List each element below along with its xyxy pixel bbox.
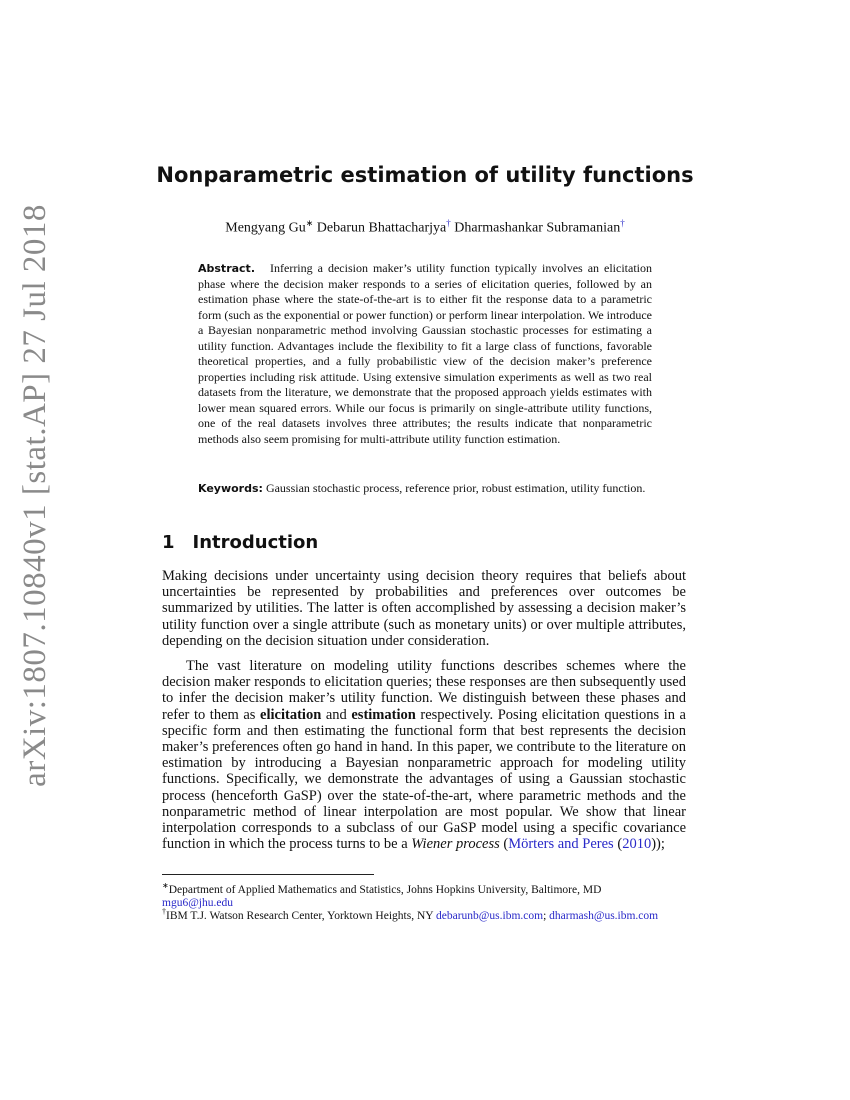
- footnote-separator: ;: [543, 909, 547, 922]
- footnote-2: [162, 905, 686, 923]
- author-footnote-mark[interactable]: †: [446, 218, 451, 228]
- abstract-text: Inferring a decision maker’s utility function typically involves an elicitation phase where the decision maker responds to a series of elicitation queries, followed by an estimation phase where the state-of-the-art is to either fit the response data to a parametric form (such as the exponential or power function) or perform linear interpolation. We introduce a Bayesian nonparametric method involving Gaussian stochastic processes for estimating a utility function. Advantages include the flexibility to fit a large class of functions, favorable theoretical properties, and a fully probabilistic view of the decision maker’s preference properties including risk attitude. Using extensive simulation experiments as well as two real datasets from the literature, we demonstrate that the proposed approach yields estimates with lower mean squared errors. While our focus is primarily on single-attribute utility functions, one of the real datasets involves three attributes; the results indicate that nonparametric methods also seem promising for multi-attribute utility function estimation.: [198, 261, 653, 446]
- footnote-mark: ∗: [162, 881, 169, 890]
- section-title: Introduction: [192, 532, 319, 553]
- email-link[interactable]: mgu6@jhu.edu: [162, 897, 233, 910]
- intro-paragraph-2: [162, 658, 686, 852]
- author-footnote-mark[interactable]: †: [620, 218, 625, 228]
- author-name: Mengyang Gu: [225, 220, 306, 236]
- keywords: [198, 481, 652, 497]
- citation-year-link[interactable]: 2010: [622, 836, 652, 853]
- term-estimation: estimation: [351, 706, 416, 723]
- paper-title: Nonparametric estimation of utility functions: [156, 163, 694, 187]
- term-elicitation: elicitation: [260, 706, 322, 723]
- paragraph-text: ));: [651, 836, 665, 853]
- citation-link[interactable]: Mörters and Peres: [508, 836, 614, 853]
- author-list: [0, 218, 850, 237]
- paragraph-text: The vast literature on modeling utility functions describes schemes where the decision maker responds to elicitation queries; these responses are then subsequently used to infer the decision maker’s utility function. We distinguish between these phases and refer to them as: [162, 658, 686, 723]
- paragraph-text: (: [499, 836, 509, 853]
- section-number: 1: [162, 532, 175, 553]
- arxiv-sidebar: [0, 203, 70, 787]
- email-link[interactable]: debarunb@us.ibm.com: [436, 909, 544, 922]
- footnote-text: Department of Applied Mathematics and Statistics, Johns Hopkins University, Baltimore, MD: [168, 883, 602, 896]
- author-footnote-mark[interactable]: ∗: [305, 218, 314, 228]
- abstract-label: Abstract.: [198, 262, 255, 275]
- section-heading: [162, 532, 318, 553]
- paragraph-text: (: [613, 836, 623, 853]
- intro-paragraph-1: Making decisions under uncertainty using decision theory requires that beliefs about uncertainties be represented by probabilities and preferences over outcomes be summarized by utilities. The latter is often accomplished by assessing a decision maker’s utility function over a single attribute (such as monetary units) or over multiple attributes, depending on the decision situation under consideration.: [162, 568, 686, 649]
- keywords-label: Keywords:: [198, 482, 263, 495]
- keywords-text: Gaussian stochastic process, reference prior, robust estimation, utility function.: [265, 481, 646, 495]
- footnote-divider: [162, 874, 374, 875]
- footnote-mark: †: [162, 907, 166, 916]
- author-name: Dharmashankar Subramanian: [454, 220, 621, 236]
- footnote-text: IBM T.J. Watson Research Center, Yorktown Heights, NY: [166, 909, 434, 922]
- abstract: [198, 261, 652, 447]
- email-link[interactable]: dharmash@us.ibm.com: [549, 909, 659, 922]
- arxiv-identifier[interactable]: arXiv:1807.10840v1 [stat.AP] 27 Jul 2018: [16, 203, 53, 787]
- author-name: Debarun Bhattacharjya: [316, 220, 447, 236]
- paragraph-text: and: [321, 706, 352, 723]
- paragraph-text: respectively. Posing elicitation questions in a specific form and then estimating the functional form that best represents the decision maker’s preferences often go hand in hand. In this paper, we contribute to the literature on estimation by introducing a Bayesian nonparametric approach for modeling utility functions. Specifically, we demonstrate the advantages of using a Gaussian stochastic process (henceforth GaSP) over the state-of-the-art, where parametric methods and the nonparametric method of linear interpolation are most popular. We show that linear interpolation corresponds to a subclass of our GaSP model using a specific covariance function in which the process turns to be a: [162, 706, 686, 853]
- term-wiener-process: Wiener process: [411, 836, 500, 853]
